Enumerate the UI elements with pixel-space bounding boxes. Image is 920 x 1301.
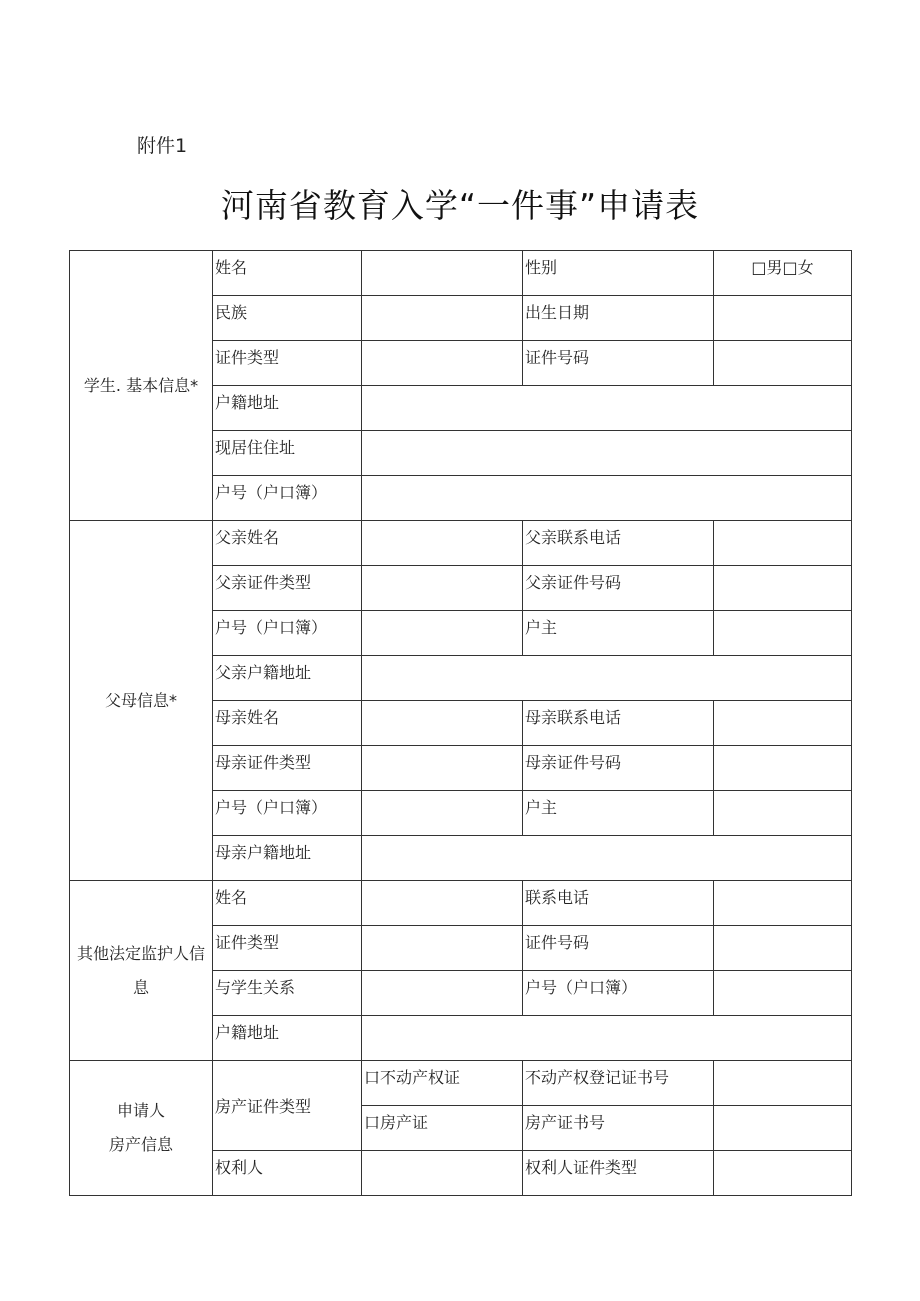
guardian-relation-label: 与学生关系 — [213, 971, 362, 1016]
parents-section-label: 父母信息* — [70, 521, 213, 881]
house-cert-no-label: 房产证书号 — [523, 1106, 714, 1151]
guardian-section-label: 其他法定监护人信息 — [70, 881, 213, 1061]
guardian-household-no-label: 户号（户口簿） — [523, 971, 714, 1016]
father-name-field[interactable] — [362, 521, 523, 566]
father-household-no-field[interactable] — [362, 611, 523, 656]
mother-id-type-label: 母亲证件类型 — [213, 746, 362, 791]
table-row — [70, 881, 852, 926]
house-cert-no-field[interactable] — [714, 1106, 852, 1151]
guardian-id-number-field[interactable] — [714, 926, 852, 971]
mother-id-number-label: 母亲证件号码 — [523, 746, 714, 791]
table-row — [70, 1061, 852, 1106]
student-ethnicity-field[interactable] — [362, 296, 523, 341]
owner-id-type-field[interactable] — [714, 1151, 852, 1196]
mother-household-no-label: 户号（户口簿） — [213, 791, 362, 836]
mother-householder-label: 户主 — [523, 791, 714, 836]
realty-cert-no-label: 不动产权登记证书号 — [523, 1061, 714, 1106]
student-id-type-field[interactable] — [362, 341, 523, 386]
property-section-line2: 房产信息 — [108, 1135, 173, 1154]
father-household-no-label: 户号（户口簿） — [213, 611, 362, 656]
owner-label: 权利人 — [213, 1151, 362, 1196]
student-ethnicity-label: 民族 — [213, 296, 362, 341]
student-current-address-label: 现居住住址 — [213, 431, 362, 476]
father-householder-label: 户主 — [523, 611, 714, 656]
father-phone-field[interactable] — [714, 521, 852, 566]
guardian-relation-field[interactable] — [362, 971, 523, 1016]
student-id-number-field[interactable] — [714, 341, 852, 386]
owner-id-type-label: 权利人证件类型 — [523, 1151, 714, 1196]
mother-household-address-field[interactable] — [362, 836, 852, 881]
table-row — [70, 521, 852, 566]
mother-id-number-field[interactable] — [714, 746, 852, 791]
mother-id-type-field[interactable] — [362, 746, 523, 791]
mother-name-label: 母亲姓名 — [213, 701, 362, 746]
owner-field[interactable] — [362, 1151, 523, 1196]
mother-name-field[interactable] — [362, 701, 523, 746]
guardian-phone-field[interactable] — [714, 881, 852, 926]
realty-cert-no-field[interactable] — [714, 1061, 852, 1106]
mother-householder-field[interactable] — [714, 791, 852, 836]
mother-phone-field[interactable] — [714, 701, 852, 746]
student-birth-date-label: 出生日期 — [523, 296, 714, 341]
property-section-line1: 申请人 — [116, 1101, 165, 1120]
student-section-label: 学生. 基本信息* — [70, 251, 213, 521]
father-id-number-field[interactable] — [714, 566, 852, 611]
mother-household-address-label: 母亲户籍地址 — [213, 836, 362, 881]
father-id-type-label: 父亲证件类型 — [213, 566, 362, 611]
student-birth-date-field[interactable] — [714, 296, 852, 341]
student-name-field[interactable] — [362, 251, 523, 296]
father-householder-field[interactable] — [714, 611, 852, 656]
student-gender-options[interactable]: □男□女 — [714, 251, 852, 296]
student-household-no-field[interactable] — [362, 476, 852, 521]
guardian-household-address-label: 户籍地址 — [213, 1016, 362, 1061]
father-household-address-field[interactable] — [362, 656, 852, 701]
student-id-number-label: 证件号码 — [523, 341, 714, 386]
student-gender-label: 性别 — [523, 251, 714, 296]
student-current-address-field[interactable] — [362, 431, 852, 476]
table-row — [70, 251, 852, 296]
guardian-id-number-label: 证件号码 — [523, 926, 714, 971]
guardian-id-type-field[interactable] — [362, 926, 523, 971]
application-form-table — [69, 250, 852, 1196]
guardian-id-type-label: 证件类型 — [213, 926, 362, 971]
father-household-address-label: 父亲户籍地址 — [213, 656, 362, 701]
guardian-household-address-field[interactable] — [362, 1016, 852, 1061]
guardian-name-label: 姓名 — [213, 881, 362, 926]
student-id-type-label: 证件类型 — [213, 341, 362, 386]
guardian-name-field[interactable] — [362, 881, 523, 926]
mother-phone-label: 母亲联系电话 — [523, 701, 714, 746]
house-cert-option[interactable]: 口房产证 — [362, 1106, 523, 1151]
guardian-phone-label: 联系电话 — [523, 881, 714, 926]
student-name-label: 姓名 — [213, 251, 362, 296]
student-household-no-label: 户号（户口簿） — [213, 476, 362, 521]
father-phone-label: 父亲联系电话 — [523, 521, 714, 566]
father-id-number-label: 父亲证件号码 — [523, 566, 714, 611]
property-cert-type-label: 房产证件类型 — [213, 1061, 362, 1151]
guardian-household-no-field[interactable] — [714, 971, 852, 1016]
form-title: 河南省教育入学“一件事”申请表 — [220, 186, 700, 225]
realty-cert-option[interactable]: 口不动产权证 — [362, 1061, 523, 1106]
property-section-label — [70, 1061, 213, 1196]
father-name-label: 父亲姓名 — [213, 521, 362, 566]
mother-household-no-field[interactable] — [362, 791, 523, 836]
student-household-address-field[interactable] — [362, 386, 852, 431]
attachment-label: 附件1 — [137, 135, 188, 157]
father-id-type-field[interactable] — [362, 566, 523, 611]
student-household-address-label: 户籍地址 — [213, 386, 362, 431]
